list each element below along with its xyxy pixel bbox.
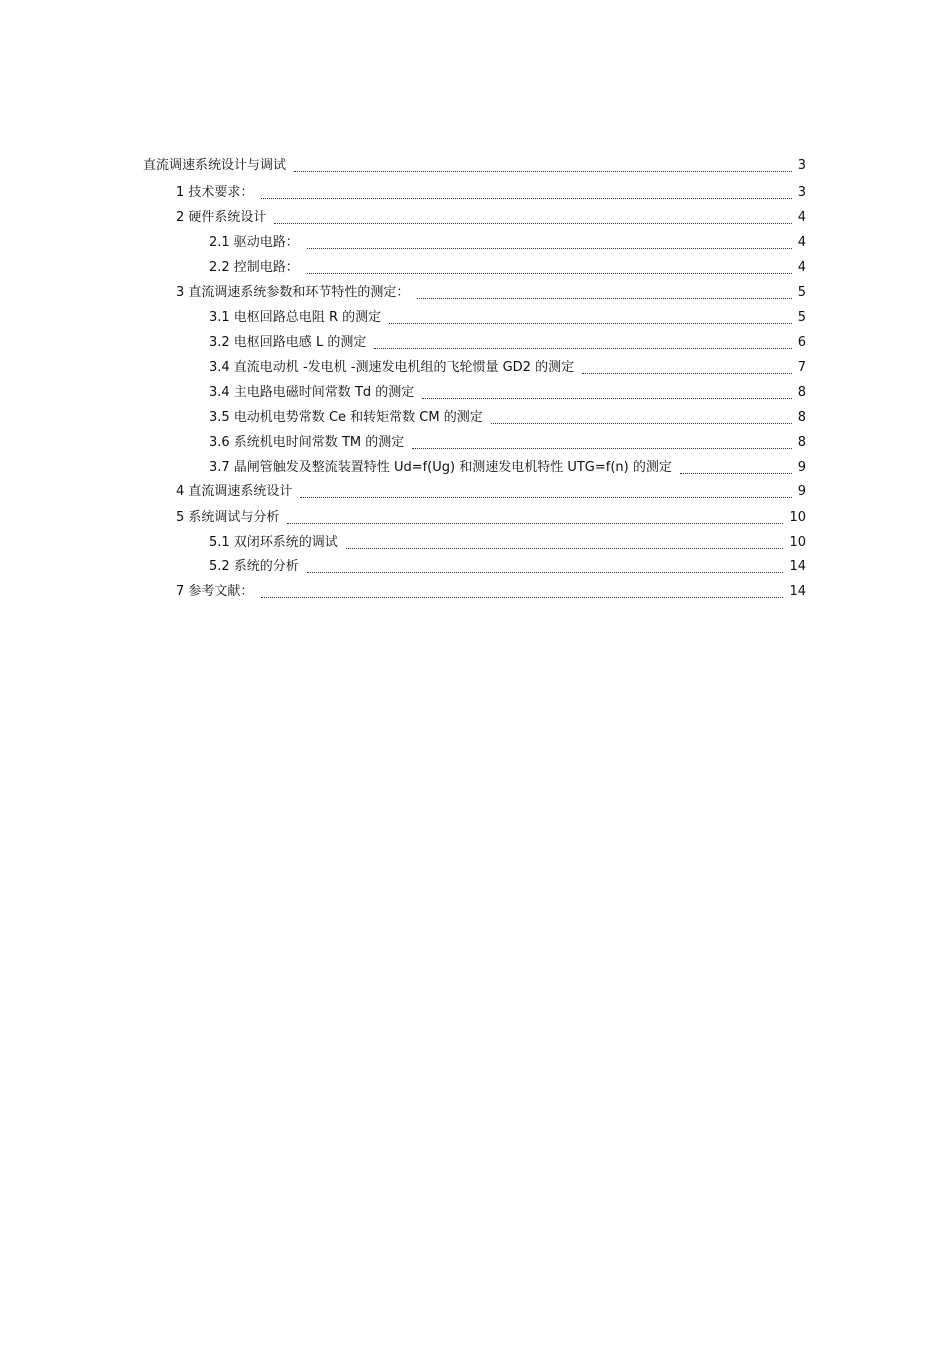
toc-entry-page: 9: [797, 460, 806, 475]
toc-entry: [209, 356, 806, 380]
toc-leader: [582, 373, 792, 374]
toc-leader: [346, 548, 784, 549]
toc-entry: [176, 281, 806, 305]
toc-entry-page: 7: [797, 360, 806, 375]
toc-entry-page: 3: [797, 185, 806, 200]
toc-leader: [389, 323, 792, 324]
toc-entry-title: 2.1 驱动电路：: [209, 235, 299, 250]
toc-leader: [287, 523, 783, 524]
toc-entry-title: 直流调速系统设计与调试: [143, 158, 287, 173]
toc-leader: [261, 597, 783, 598]
toc-entry-page: 4: [797, 260, 806, 275]
toc-entry-page: 9: [797, 484, 806, 499]
toc-entry-title: 5.2 系统的分析: [209, 559, 299, 574]
toc-entry: [176, 580, 806, 604]
toc-entry-title: 3.5 电动机电势常数 Ce 和转矩常数 CM 的测定: [209, 410, 483, 425]
toc-entry-title: 3.6 系统机电时间常数 TM 的测定: [209, 435, 405, 450]
toc-leader: [300, 497, 791, 498]
toc-entry: [209, 531, 806, 555]
toc-entry: [209, 331, 806, 355]
toc-entry-title: 2.2 控制电路：: [209, 260, 299, 275]
toc-leader: [412, 448, 791, 449]
toc-entry: [176, 506, 806, 530]
toc-entry-title: 3.7 晶闸管触发及整流装置特性 Ud=f(Ug) 和测速发电机特性 UTG=f(n) 的测定: [209, 460, 672, 475]
toc-entry: [176, 181, 806, 205]
toc-entry-page: 5: [797, 285, 806, 300]
toc-entry: [209, 306, 806, 330]
toc-leader: [307, 248, 792, 249]
toc-entry-page: 6: [797, 335, 806, 350]
toc-leader: [491, 423, 792, 424]
toc-leader: [307, 572, 784, 573]
toc-leader: [294, 171, 792, 172]
toc-entry-page: 4: [797, 210, 806, 225]
toc-leader: [417, 298, 791, 299]
toc-entry-title: 3.1 电枢回路总电阻 R 的测定: [209, 310, 382, 325]
toc-entry-title: 5 系统调试与分析: [176, 510, 280, 525]
toc-entry-page: 8: [797, 385, 806, 400]
toc-leader: [261, 198, 791, 199]
toc-leader: [274, 223, 791, 224]
toc-entry: [209, 231, 806, 255]
toc-entry: [209, 256, 806, 280]
toc-entry: [209, 406, 806, 430]
toc-leader: [680, 473, 792, 474]
toc-entry: [209, 555, 806, 579]
toc-entry: [176, 480, 806, 504]
toc-entry-page: 8: [797, 410, 806, 425]
toc-leader: [307, 273, 792, 274]
toc-entry-title: 5.1 双闭环系统的调试: [209, 535, 338, 550]
toc-entry: [209, 456, 806, 480]
toc-entry-title: 2 硬件系统设计: [176, 210, 267, 225]
toc-entry-title: 3.4 主电路电磁时间常数 Td 的测定: [209, 385, 415, 400]
toc-entry-title: 4 直流调速系统设计: [176, 484, 293, 499]
toc-entry-page: 14: [789, 559, 806, 574]
toc-entry-page: 3: [797, 158, 806, 173]
toc-leader: [422, 398, 791, 399]
toc-entry-page: 4: [797, 235, 806, 250]
toc-entry-page: 8: [797, 435, 806, 450]
toc-entry-title: 3.2 电枢回路电感 L 的测定: [209, 335, 367, 350]
toc-entry-title: 1 技术要求：: [176, 185, 254, 200]
toc-entry-page: 14: [789, 584, 806, 599]
toc-entry-title: 3 直流调速系统参数和环节特性的测定：: [176, 285, 410, 300]
toc-entry-title: 3.4 直流电动机 -发电机 -测速发电机组的飞轮惯量 GD2 的测定: [209, 360, 575, 375]
toc-entry: [209, 381, 806, 405]
toc-entry: [176, 206, 806, 230]
toc-entry-page: 10: [789, 510, 806, 525]
toc-entry-title: 7 参考文献：: [176, 584, 254, 599]
toc-entry: [209, 431, 806, 455]
toc-leader: [374, 348, 791, 349]
toc-entry-page: 5: [797, 310, 806, 325]
toc-entry: [143, 154, 806, 178]
toc-entry-page: 10: [789, 535, 806, 550]
